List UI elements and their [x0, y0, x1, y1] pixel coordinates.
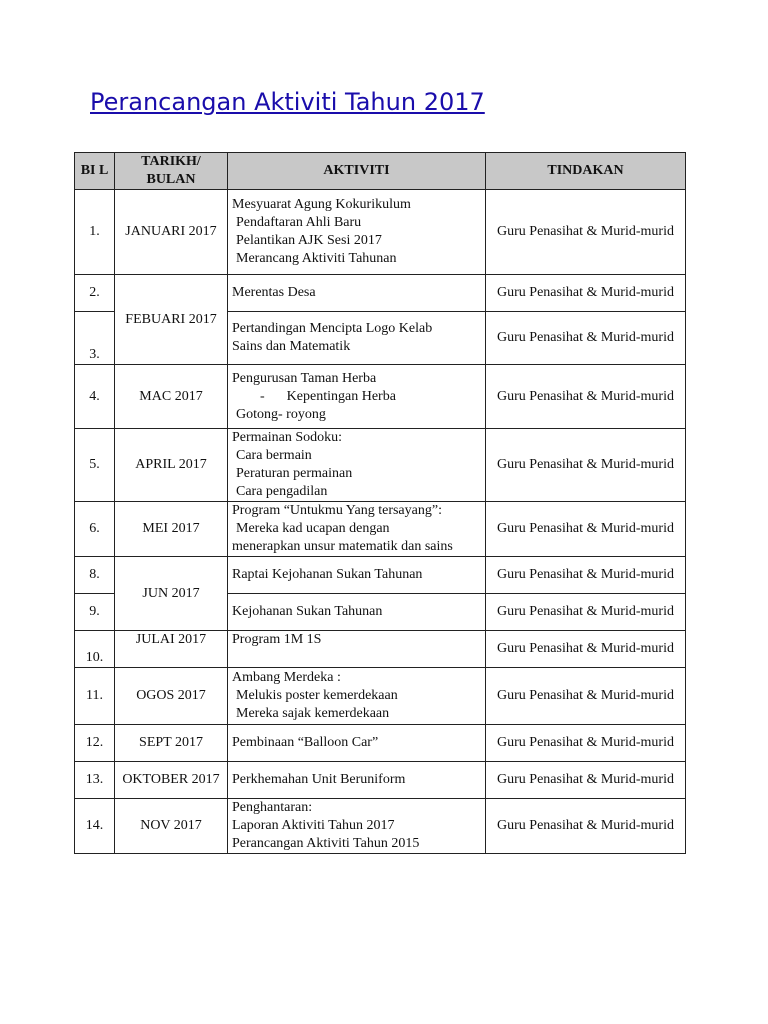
aktiviti-cell [228, 725, 486, 762]
tarikh-cell: JULAI 2017 [115, 631, 228, 668]
aktiviti-line: Merentas Desa [232, 285, 316, 300]
bil-cell: 1. [75, 190, 115, 275]
aktiviti-line: Program 1M 1S [232, 632, 322, 647]
aktiviti-line: Mereka sajak kemerdekaan [236, 706, 390, 721]
tindakan-cell: Guru Penasihat & Murid-murid [486, 312, 686, 365]
tarikh-cell: NOV 2017 [115, 799, 228, 854]
aktiviti-line: Pembinaan “Balloon Car” [232, 735, 379, 750]
aktiviti-subitem: Kepentingan Herba [286, 388, 396, 404]
tarikh-cell: MEI 2017 [115, 502, 228, 557]
aktiviti-cell [228, 275, 486, 312]
table-row [75, 762, 686, 799]
aktiviti-line: Perancangan Aktiviti Tahun 2015 [232, 836, 420, 851]
bil-cell: 12. [75, 725, 115, 762]
aktiviti-line: Kejohanan Sukan Tahunan [232, 604, 383, 619]
tindakan-cell: Guru Penasihat & Murid-murid [486, 190, 686, 275]
table-row [75, 429, 686, 502]
table-row [75, 631, 686, 668]
aktiviti-line: Merancang Aktiviti Tahunan [236, 251, 397, 266]
tarikh-cell: MAC 2017 [115, 365, 228, 429]
aktiviti-line: Peraturan permainan [236, 466, 353, 481]
bil-cell: 4. [75, 365, 115, 429]
aktiviti-line: Pendaftaran Ahli Baru [236, 215, 362, 230]
bil-cell: 5. [75, 429, 115, 502]
page-title[interactable]: Perancangan Aktiviti Tahun 2017 [90, 88, 485, 116]
aktiviti-cell [228, 594, 486, 631]
table-row [75, 557, 686, 594]
aktiviti-line: Perkhemahan Unit Beruniform [232, 772, 406, 787]
table-header-row [75, 153, 686, 190]
tarikh-cell: FEBUARI 2017 [115, 275, 228, 365]
bullet-dash: - [260, 388, 265, 404]
tindakan-cell: Guru Penasihat & Murid-murid [486, 799, 686, 854]
aktiviti-cell [228, 668, 486, 725]
bil-cell: 11. [75, 668, 115, 725]
bil-cell: 14. [75, 799, 115, 854]
tindakan-cell: Guru Penasihat & Murid-murid [486, 557, 686, 594]
tindakan-cell: Guru Penasihat & Murid-murid [486, 725, 686, 762]
tarikh-cell: SEPT 2017 [115, 725, 228, 762]
table-row [75, 190, 686, 275]
aktiviti-line: Cara pengadilan [236, 484, 328, 499]
table-row [75, 365, 686, 429]
aktiviti-line: Mereka kad ucapan dengan [236, 521, 390, 536]
aktiviti-line: Gotong- royong [236, 406, 326, 422]
tarikh-cell: JUN 2017 [115, 557, 228, 631]
aktiviti-line: Raptai Kejohanan Sukan Tahunan [232, 567, 423, 582]
aktiviti-line: Ambang Merdeka : [232, 670, 341, 685]
bil-cell: 6. [75, 502, 115, 557]
tindakan-cell: Guru Penasihat & Murid-murid [486, 502, 686, 557]
table-row [75, 725, 686, 762]
tindakan-cell: Guru Penasihat & Murid-murid [486, 365, 686, 429]
aktiviti-cell [228, 312, 486, 365]
aktiviti-line: Melukis poster kemerdekaan [236, 688, 398, 703]
table-row [75, 275, 686, 312]
tindakan-cell: Guru Penasihat & Murid-murid [486, 762, 686, 799]
aktiviti-cell [228, 502, 486, 557]
aktiviti-cell [228, 429, 486, 502]
tindakan-cell: Guru Penasihat & Murid-murid [486, 594, 686, 631]
aktiviti-line: Penghantaran: [232, 800, 313, 815]
aktiviti-cell [228, 799, 486, 854]
aktiviti-line: Pengurusan Taman Herba [232, 370, 377, 386]
header-aktiviti: AKTIVITI [228, 153, 486, 190]
table-row [75, 668, 686, 725]
aktiviti-cell [228, 557, 486, 594]
bil-cell: 10. [75, 631, 115, 668]
aktiviti-cell [228, 631, 486, 668]
header-tindakan: TINDAKAN [486, 153, 686, 190]
aktiviti-line: Sains dan Matematik [232, 339, 351, 354]
header-tarikh: TARIKH/ BULAN [115, 153, 228, 190]
tindakan-cell: Guru Penasihat & Murid-murid [486, 429, 686, 502]
tarikh-cell: OGOS 2017 [115, 668, 228, 725]
tindakan-cell: Guru Penasihat & Murid-murid [486, 275, 686, 312]
bil-cell: 8. [75, 557, 115, 594]
aktiviti-line: Mesyuarat Agung Kokurikulum [232, 197, 411, 212]
bil-cell: 3. [75, 312, 115, 365]
activity-table [74, 152, 686, 854]
table-row [75, 502, 686, 557]
tindakan-cell: Guru Penasihat & Murid-murid [486, 631, 686, 668]
tarikh-cell: JANUARI 2017 [115, 190, 228, 275]
bil-cell: 2. [75, 275, 115, 312]
aktiviti-line: Laporan Aktiviti Tahun 2017 [232, 818, 395, 833]
bil-cell: 9. [75, 594, 115, 631]
aktiviti-cell [228, 365, 486, 429]
table-row [75, 799, 686, 854]
tindakan-cell: Guru Penasihat & Murid-murid [486, 668, 686, 725]
aktiviti-line: Program “Untukmu Yang tersayang”: [232, 503, 442, 518]
aktiviti-line: Pertandingan Mencipta Logo Kelab [232, 321, 433, 336]
aktiviti-line: Permainan Sodoku: [232, 430, 343, 445]
header-bil: BI L [75, 153, 115, 190]
aktiviti-line: Pelantikan AJK Sesi 2017 [236, 233, 382, 248]
aktiviti-cell [228, 762, 486, 799]
tarikh-cell: OKTOBER 2017 [115, 762, 228, 799]
aktiviti-line: menerapkan unsur matematik dan sains [232, 539, 453, 554]
aktiviti-line [232, 388, 481, 406]
aktiviti-cell [228, 190, 486, 275]
tarikh-cell: APRIL 2017 [115, 429, 228, 502]
aktiviti-line: Cara bermain [236, 448, 312, 463]
bil-cell: 13. [75, 762, 115, 799]
